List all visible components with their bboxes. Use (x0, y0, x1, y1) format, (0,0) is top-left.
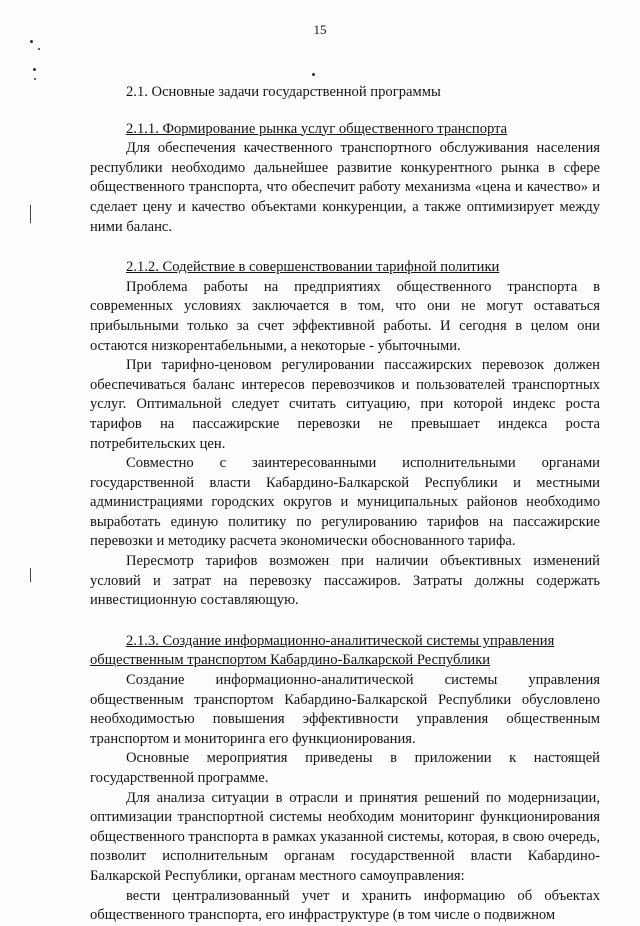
paragraph: Пересмотр тарифов возможен при наличии объективных изменений условий и затрат на перевозку пассажиров. Затраты должны содержать инвестиционную составляющую. (90, 553, 600, 609)
paragraph: Создание информационно-аналитической системы управления общественным транспортом Кабардино-Балкарской Республики обусловлено необходимостью повышения эффективности управления общественным транспортом и мониторинга его функционирования. (90, 672, 600, 747)
scan-artifact (38, 48, 40, 50)
scan-artifact (33, 68, 36, 71)
subsection-heading-2-1-3: 2.1.3. Создание информационно-аналитической системы управления общественным транспортом Кабардино-Балкарской Республики (90, 632, 555, 669)
scan-artifact (312, 73, 315, 76)
section-title: 2.1. Основные задачи государственной программы (126, 84, 441, 100)
page-number: 15 (313, 22, 327, 37)
paragraph: Для анализа ситуации в отрасли и принятия решений по модернизации, оптимизации транспортной системы необходим мониторинг функционирования общественного транспорта в рамках указанной системы, которая, в свою очередь, позволит исполнительным органам государственной власти Кабардино-Балкарской Республики, органам местного самоуправления: (90, 789, 600, 884)
scan-artifact (34, 78, 36, 80)
scan-artifact (30, 40, 33, 43)
paragraph: Для обеспечения качественного транспортного обслуживания населения республики необходимо дальнейшее развитие конкурентного рынка в сфере общественного транспорта, что обеспечит работу механизма «цена и качество» и сделает цену и качество объектами конкуренции, а также оптимизирует между ними баланс. (90, 140, 600, 235)
paragraph: Проблема работы на предприятиях общественного транспорта в современных условиях заключается в том, что они не могут оставаться прибыльными только за счет эффективной работы. И сегодня в целом они остаются низкорентабельными, а некоторые - убыточными. (90, 278, 600, 354)
subsection-heading-2-1-1: 2.1.1. Формирование рынка услуг общественного транспорта (126, 120, 508, 137)
paragraph: При тарифно-ценовом регулировании пассажирских перевозок должен обеспечиваться баланс интересов перевозчиков и пользователей транспортных услуг. Оптимальной следует считать ситуацию, при которой индекс роста тарифов на пассажирские перевозки не превышает индекса роста потребительских цен. (90, 357, 600, 452)
subsection-heading-2-1-2: 2.1.2. Содействие в совершенствовании тарифной политики (126, 259, 500, 276)
scan-artifact (30, 568, 31, 582)
document-body (90, 83, 600, 926)
paragraph: Основные мероприятия приведены в приложении к настоящей государственной программе. (90, 750, 600, 786)
paragraph: вести централизованный учет и хранить информацию об объектах общественного транспорта, его инфраструктуре (в том числе о подвижном (90, 887, 600, 924)
scan-artifact (30, 205, 31, 223)
paragraph: Совместно с заинтересованными исполнительными органами государственной власти Кабардино-Балкарской Республики и местными администрациями городских округов и муниципальных районов необходимо выработать единую политику по регулированию тарифов на пассажирские перевозки и методику расчета экономически обоснованного тарифа. (90, 455, 600, 550)
